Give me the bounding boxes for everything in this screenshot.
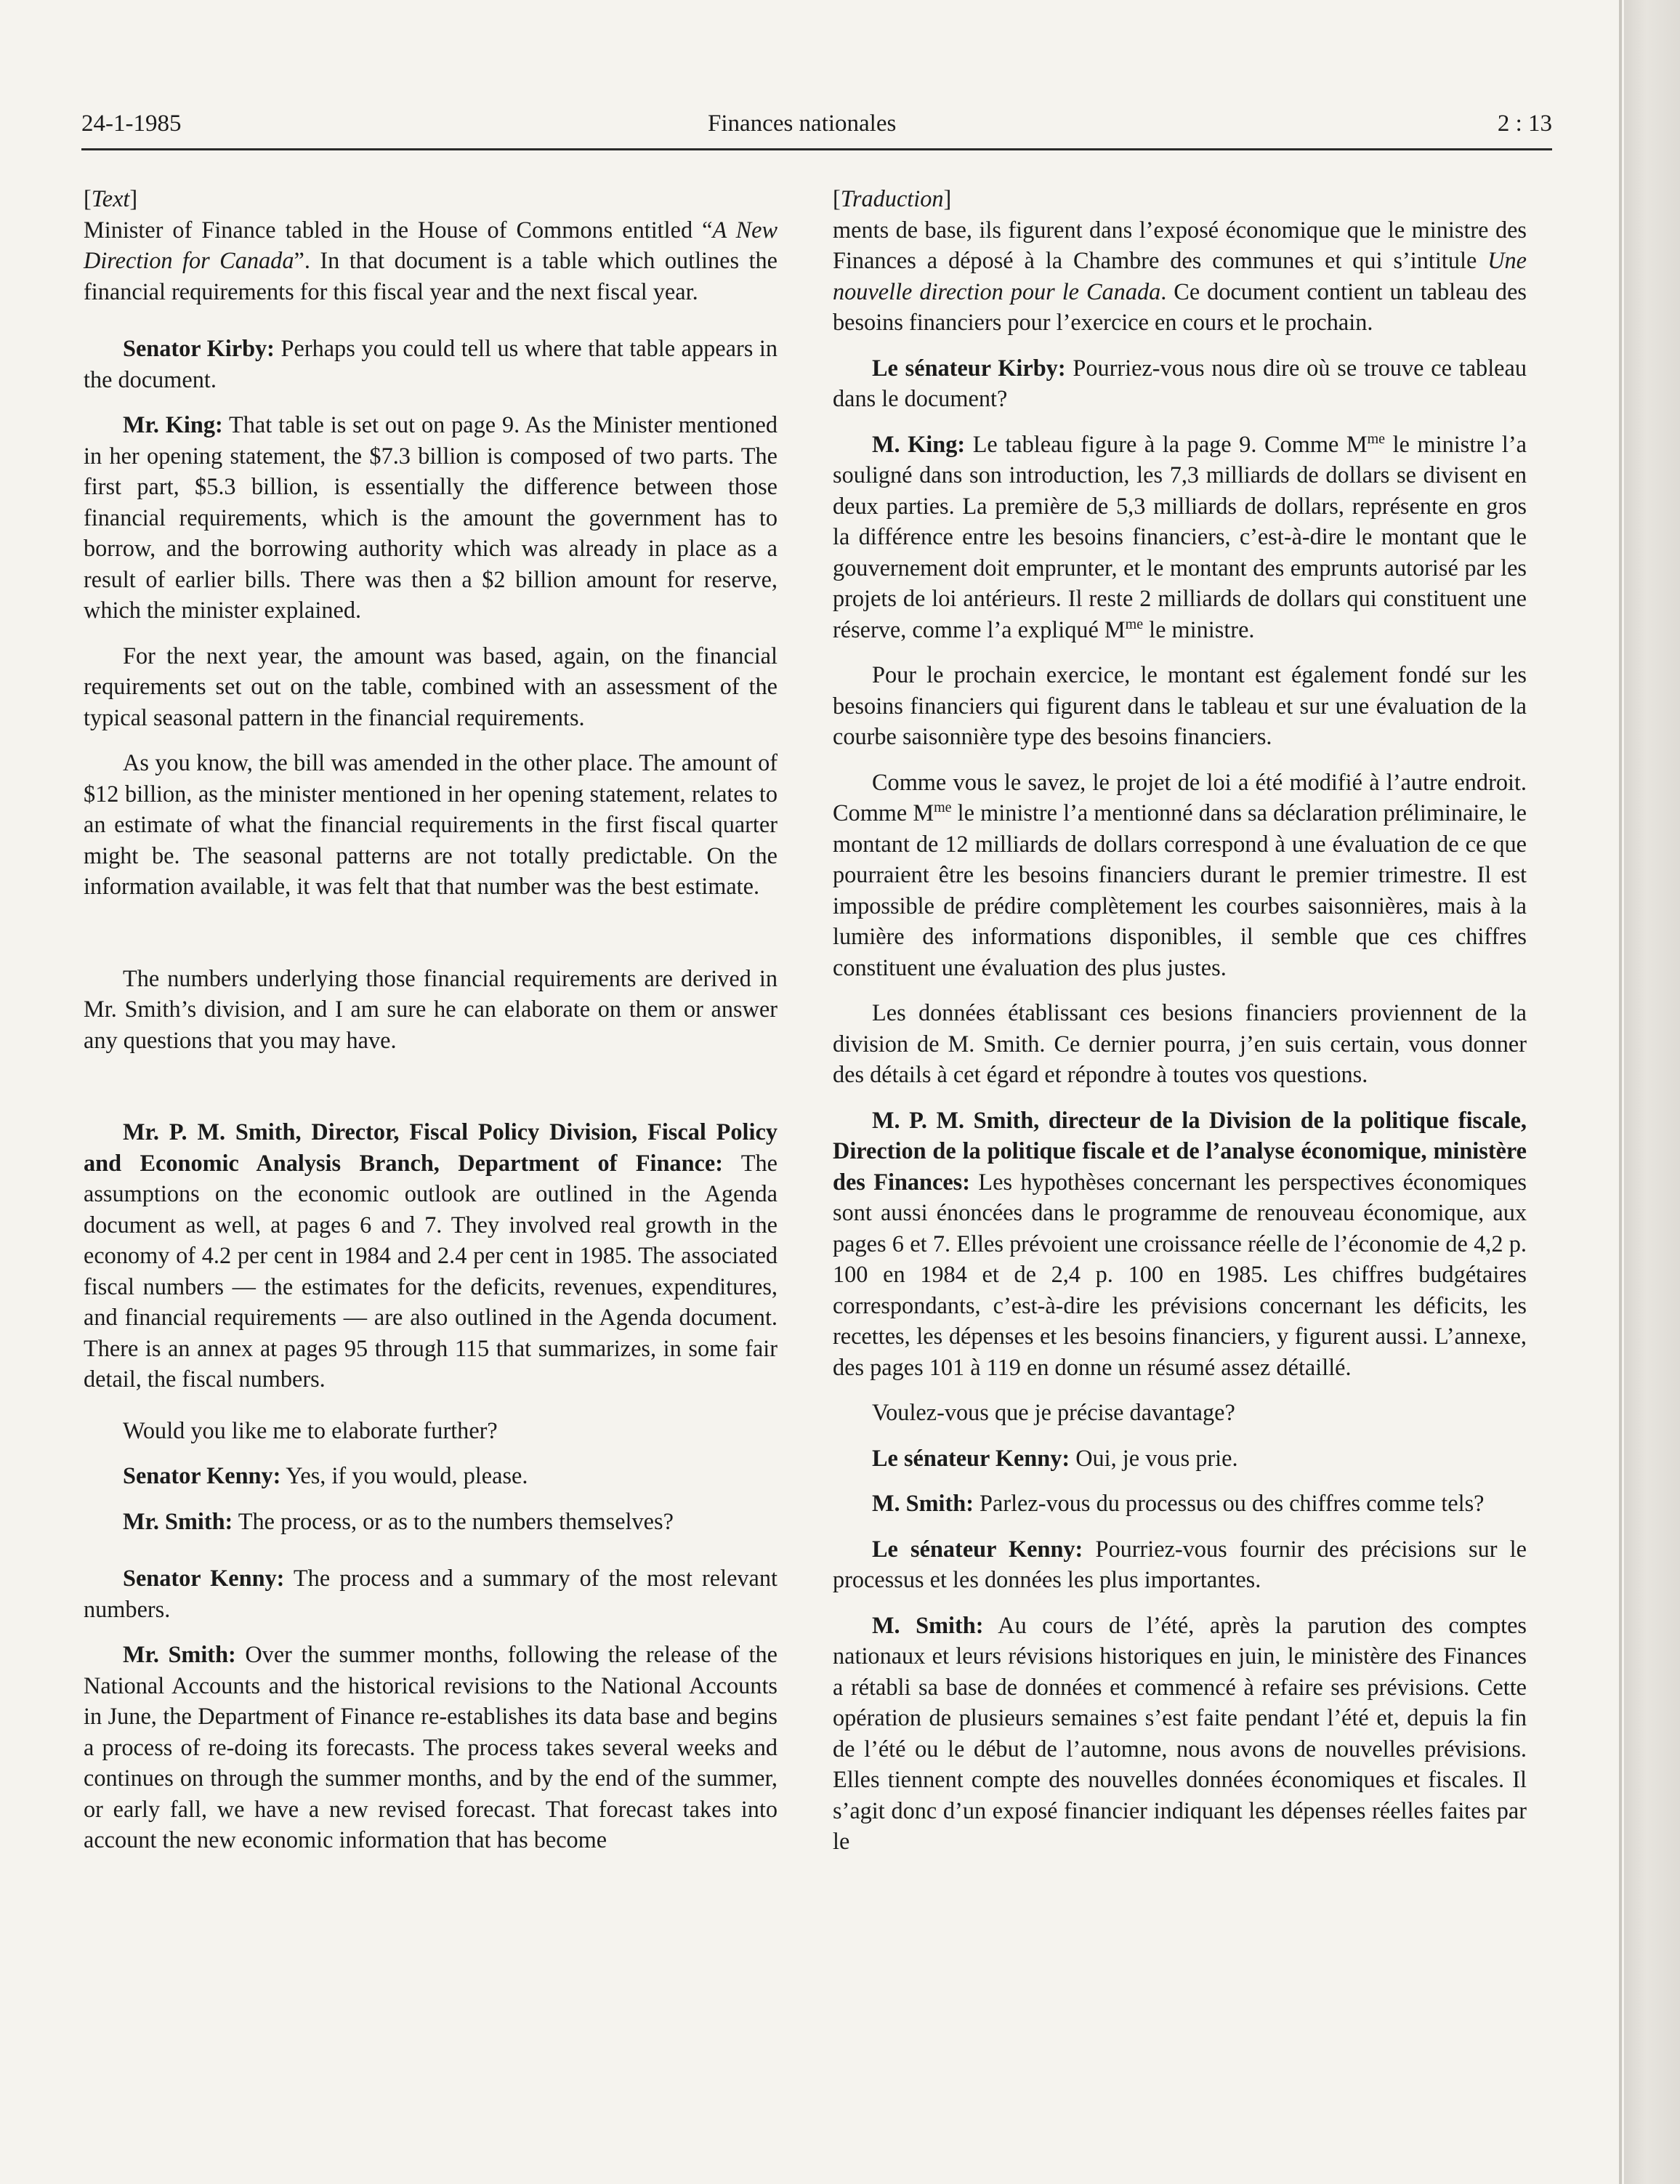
speaker-name: M. King:: [872, 430, 966, 457]
paragraph: Minister of Finance tabled in the House of Commons entitled “A New Direction for Canada”. In that document is a table which outlines the financial requirements for this fiscal year and the next fiscal year.: [84, 216, 778, 305]
paragraph: ments de base, ils figurent dans l’exposé économique que le ministre des Finances a déposé à la Chambre des communes et qui s’intitule Une nouvelle direction pour le Canada. Ce document contient un tableau des besoins financiers pour l’exercice en cours et le prochain.: [833, 216, 1527, 335]
paragraph: Senator Kenny: The process and a summary of the most relevant numbers.: [84, 1565, 778, 1622]
document-title-reference: Une nouvelle direction pour le Canada: [833, 247, 1527, 305]
paragraph: Senator Kenny: Yes, if you would, please.: [123, 1462, 528, 1488]
paragraph: As you know, the bill was amended in the other place. The amount of $12 billion, as the minister mentioned in her opening statement, relates to an estimate of what the financial requirements in the first fiscal quarter might be. The seasonal patterns are not totally predictable. On the information available, it was felt that that number was the best estimate.: [84, 749, 778, 899]
paragraph: M. P. M. Smith, directeur de la Division de la politique fiscale, Direction de la politique fiscale et de l’analyse économique, ministère des Finances: Les hypothèses concernant les perspectives économiques sont aussi énoncées dans le programme de renouveau économique, aux pages 6 et 7. Elles prévoient une croissance réelle de l’économie de 4,2 p. 100 en 1984 et de 2,4 p. 100 en 1985. Les chiffres budgétaires correspondants, c’est-à-dire les prévisions concernant les déficits, les recettes, les dépenses et les besoins financiers, y figurent aussi. L’annexe, des pages 101 à 119 en donne un résumé assez détaillé.: [833, 1106, 1527, 1380]
paragraph: For the next year, the amount was based, again, on the financial requirements set out on the table, combined with an assessment of the typical seasonal pattern in the financial requirements.: [84, 642, 778, 730]
speaker-name: Mr. P. M. Smith, Director, Fiscal Policy Division, Fiscal Policy and Economic Analysis Branch, Department of Finance:: [84, 1119, 778, 1176]
paragraph: Le sénateur Kenny: Pourriez-vous fournir des précisions sur le processus et les données les plus importantes.: [833, 1535, 1527, 1592]
binding-gutter: [1624, 0, 1680, 2184]
speaker-name: M. P. M. Smith, directeur de la Division de la politique fiscale, Direction de la politique fiscale et de l’analyse économique, ministère des Finances:: [833, 1106, 1527, 1195]
header-page-number: 2 : 13: [1497, 110, 1552, 137]
running-header: [81, 110, 1552, 151]
paragraph: Mr. P. M. Smith, Director, Fiscal Policy Division, Fiscal Policy and Economic Analysis Branch, Department of Finance: The assumptions on the economic outlook are outlined in the Agenda document as well, at pages 6 and 7. They involved real growth in the economy of 4.2 per cent in 1984 and 2.4 per cent in 1985. The associated fiscal numbers — the estimates for the deficits, revenues, expenditures, and financial requirements — are also outlined in the Agenda document. There is an annex at pages 95 through 115 that summarizes, in some fair detail, the fiscal numbers.: [84, 1119, 778, 1392]
speaker-name: Senator Kenny:: [123, 1462, 281, 1488]
speaker-name: Mr. King:: [123, 411, 223, 438]
french-column: [833, 183, 1527, 1857]
paragraph: The numbers underlying those financial requirements are derived in Mr. Smith’s division, and I am sure he can elaborate on them or answer any questions that you may have.: [84, 964, 778, 1053]
paragraph: M. Smith: Parlez-vous du processus ou des chiffres comme tels?: [872, 1490, 1485, 1516]
paragraph: Mr. King: That table is set out on page 9. As the Minister mentioned in her opening statement, the $7.3 billion is composed of two parts. The first part, $5.3 billion, is essentially the difference between those financial requirements, which is the amount the government has to borrow, and the borrowing authority which was already in place as a result of earlier bills. There was then a $2 billion amount for reserve, which the minister explained.: [84, 411, 778, 623]
paragraph: Mr. Smith: The process, or as to the numbers themselves?: [123, 1507, 674, 1534]
speaker-name: Mr. Smith:: [123, 1507, 233, 1534]
speaker-name: Le sénateur Kenny:: [872, 1535, 1083, 1562]
header-rule: [81, 148, 1552, 150]
speaker-name: M. Smith:: [872, 1611, 984, 1638]
binding-edge: [1619, 0, 1622, 2184]
paragraph: Les données établissant ces besions financiers proviennent de la division de M. Smith. Ce dernier pourra, j’en suis certain, vous donner des détails à cet égard et répondre à toutes vos questions.: [833, 999, 1527, 1087]
paragraph: Mr. Smith: Over the summer months, following the release of the National Accounts and the historical revisions to the National Accounts in June, the Department of Finance re-establishes its data base and begins a process of re-doing its forecasts. The process takes several weeks and continues on through the summer months, and by the end of the summer, or early fall, we have a new revised forecast. That forecast takes into account the new economic information that has become: [84, 1641, 778, 1853]
paragraph: M. Smith: Au cours de l’été, après la parution des comptes nationaux et leurs révisions historiques en juin, le ministère des Finances a rétabli sa base de données et commencé à refaire ses prévisions. Cette opération de plusieurs semaines s’est faite pendant l’été et, depuis la fin de l’été ou le début de l’automne, nous avons de nouvelles prévisions. Elles tiennent compte des nouvelles données économiques et fiscales. Il s’agit donc d’un exposé financier indiquant les dépenses réelles faites par le: [833, 1611, 1527, 1854]
speaker-name: Senator Kirby:: [123, 335, 275, 361]
speaker-name: M. Smith:: [872, 1490, 974, 1516]
paragraph: Pour le prochain exercice, le montant est également fondé sur les besoins financiers qui figurent dans le tableau et sur une évaluation de la courbe saisonnière type des besoins financiers.: [833, 661, 1527, 749]
speaker-name: Le sénateur Kenny:: [872, 1444, 1070, 1471]
paragraph: Senator Kirby: Perhaps you could tell us where that table appears in the document.: [84, 335, 778, 392]
language-tag: [Text]: [84, 185, 138, 211]
speaker-name: Mr. Smith:: [123, 1641, 236, 1667]
speaker-name: Senator Kenny:: [123, 1565, 285, 1591]
paragraph: Would you like me to elaborate further?: [123, 1417, 498, 1443]
document-title-reference: A New Direction for Canada: [84, 216, 778, 273]
paragraph: Voulez-vous que je précise davantage?: [872, 1399, 1235, 1425]
paragraph: Le sénateur Kenny: Oui, je vous prie.: [872, 1444, 1238, 1471]
paragraph: M. King: Le tableau figure à la page 9. Comme $M^{me}$ le ministre l’a souligné dans son introduction, les 7,3 milliards de dollars se divisent en deux parties. La première de 5,3 milliards de dollars, représente en gros la différence entre les besoins financiers, c’est-à-dire le montant que le gouvernement doit emprunter, et le montant des emprunts autorisé par les projets de loi antérieurs. Il reste 2 milliards de dollars qui constituent une réserve, comme l’a expliqué $M^{me}$ le ministre.: [833, 430, 1527, 642]
header-date: 24-1-1985: [81, 110, 182, 137]
language-tag: [Traduction]: [833, 185, 952, 211]
header-title: Finances nationales: [708, 110, 897, 137]
paragraph: Le sénateur Kirby: Pourriez-vous nous dire où se trouve ce tableau dans le document?: [833, 354, 1527, 411]
english-column: [84, 183, 778, 1855]
paragraph: Comme vous le savez, le projet de loi a été modifié à l’autre endroit. Comme $M^{me}$ le ministre l’a mentionné dans sa déclaration préliminaire, le montant de 12 milliards de dollars correspond à une évaluation de ce que pourraient être les besoins financiers durant le premier trimestre. Il est impossible de prédire complètement les courbes saisonnières, mais à la lumière des informations disponibles, il semble que ces chiffres constituent une évaluation des plus justes.: [833, 768, 1527, 980]
speaker-name: Le sénateur Kirby:: [872, 354, 1066, 381]
